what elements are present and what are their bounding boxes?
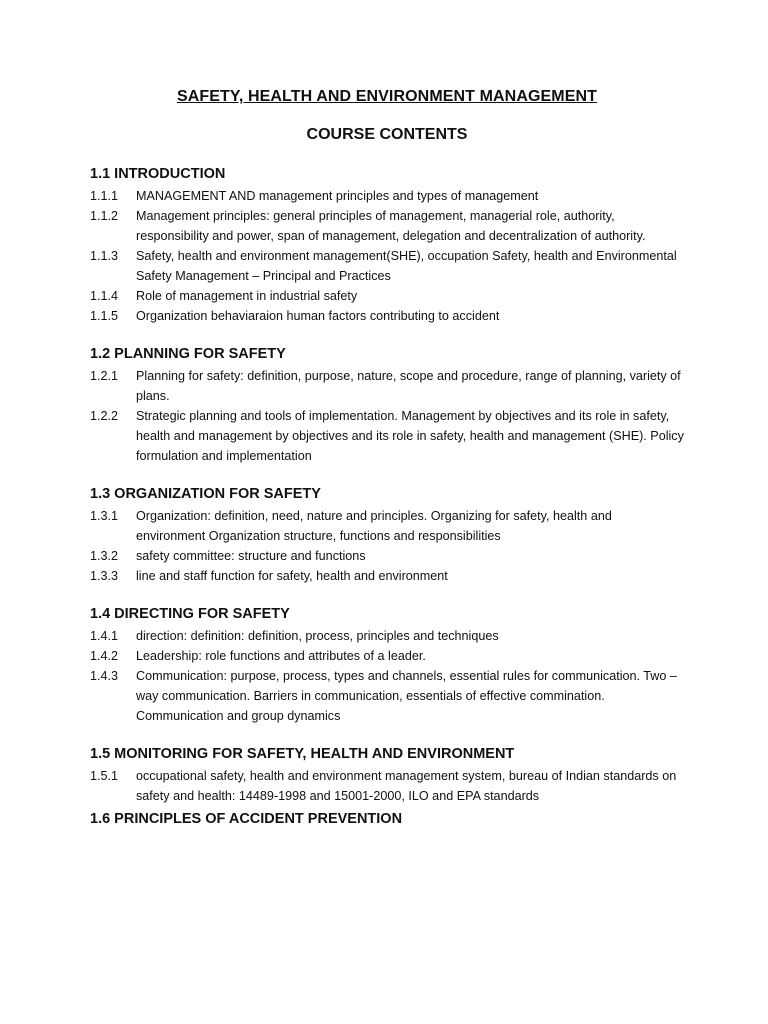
item-number: 1.4.3 bbox=[90, 669, 119, 683]
section-heading: 1.2 PLANNING FOR SAFETY bbox=[90, 346, 286, 362]
list-item bbox=[90, 546, 684, 566]
document-title: SAFETY, HEALTH AND ENVIRONMENT MANAGEMENT bbox=[176, 88, 598, 105]
list-item bbox=[90, 766, 684, 806]
item-number: 1.3.1 bbox=[90, 509, 119, 523]
item-text: Strategic planning and tools of implementation. Management by objectives and its role in safety, health and management by objectives and its role in safety, health and management (SHE). Policy formulation and implementation bbox=[136, 409, 684, 463]
item-number: 1.1.3 bbox=[90, 249, 119, 263]
section-2 bbox=[90, 343, 684, 466]
section-6 bbox=[90, 808, 684, 830]
item-text: Organization: definition, need, nature and principles. Organizing for safety, health and environment Organization structure, functions and responsibilities bbox=[136, 509, 612, 543]
list-item bbox=[90, 246, 684, 286]
item-text: occupational safety, health and environment management system, bureau of Indian standards on safety and health: 14489-1998 and 15001-2000, ILO and EPA standards bbox=[136, 769, 677, 803]
item-number: 1.2.1 bbox=[90, 369, 119, 383]
list-item bbox=[90, 646, 684, 666]
list-item bbox=[90, 506, 684, 546]
item-text: Safety, health and environment management(SHE), occupation Safety, health and Environmental Safety Management – Principal and Practices bbox=[136, 249, 677, 283]
item-number: 1.4.2 bbox=[90, 649, 119, 663]
section-5 bbox=[90, 743, 684, 806]
list-item bbox=[90, 286, 684, 306]
list-item bbox=[90, 366, 684, 406]
item-text: Planning for safety: definition, purpose, nature, scope and procedure, range of planning, variety of plans. bbox=[136, 369, 681, 403]
section-heading: 1.4 DIRECTING FOR SAFETY bbox=[90, 606, 290, 622]
item-text: line and staff function for safety, health and environment bbox=[136, 569, 448, 583]
section-4 bbox=[90, 603, 684, 726]
item-number: 1.2.2 bbox=[90, 409, 119, 423]
item-text: Communication: purpose, process, types and channels, essential rules for communication. Two – way communication. Barriers in communication, essentials of effective commination. Communication and group dynamics bbox=[136, 669, 677, 723]
item-number: 1.1.4 bbox=[90, 289, 119, 303]
item-number: 1.5.1 bbox=[90, 769, 119, 783]
item-number: 1.4.1 bbox=[90, 629, 119, 643]
list-item bbox=[90, 306, 684, 326]
item-number: 1.1.2 bbox=[90, 209, 119, 223]
item-text: MANAGEMENT AND management principles and types of management bbox=[136, 189, 539, 203]
section-3 bbox=[90, 483, 684, 586]
section-heading: 1.3 ORGANIZATION FOR SAFETY bbox=[90, 486, 321, 502]
section-heading: 1.1 INTRODUCTION bbox=[90, 166, 226, 182]
item-text: direction: definition: definition, process, principles and techniques bbox=[136, 629, 499, 643]
section-heading: 1.5 MONITORING FOR SAFETY, HEALTH AND ENVIRONMENT bbox=[90, 746, 515, 762]
item-text: safety committee: structure and functions bbox=[136, 549, 366, 563]
list-item bbox=[90, 666, 684, 726]
list-item bbox=[90, 186, 684, 206]
document-subtitle: COURSE CONTENTS bbox=[306, 126, 468, 143]
item-text: Management principles: general principles of management, managerial role, authority, responsibility and power, span of management, delegation and decentralization of authority. bbox=[136, 209, 646, 243]
list-item bbox=[90, 626, 684, 646]
item-number: 1.1.5 bbox=[90, 309, 119, 323]
item-text: Role of management in industrial safety bbox=[136, 289, 358, 303]
item-text: Leadership: role functions and attributes of a leader. bbox=[136, 649, 426, 663]
course-sections bbox=[90, 163, 684, 830]
section-heading: 1.6 PRINCIPLES OF ACCIDENT PREVENTION bbox=[90, 811, 403, 827]
item-number: 1.1.1 bbox=[90, 189, 119, 203]
section-1 bbox=[90, 163, 684, 326]
list-item bbox=[90, 566, 684, 586]
item-text: Organization behaviaraion human factors contributing to accident bbox=[136, 309, 500, 323]
list-item bbox=[90, 406, 684, 466]
item-number: 1.3.3 bbox=[90, 569, 119, 583]
item-number: 1.3.2 bbox=[90, 549, 119, 563]
list-item bbox=[90, 206, 684, 246]
